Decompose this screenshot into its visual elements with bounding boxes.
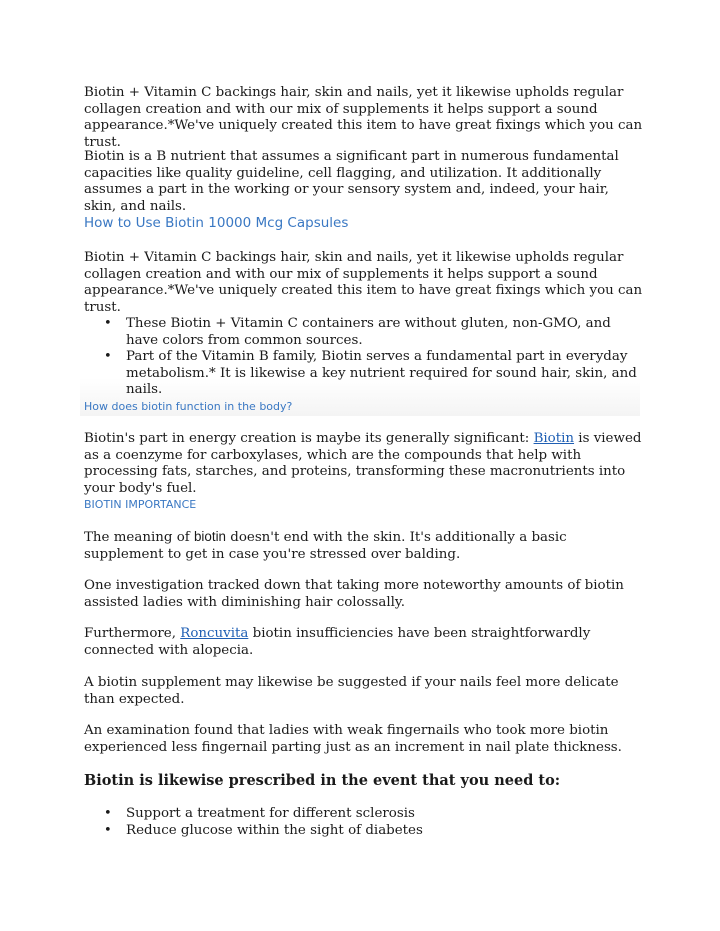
list-item-text: Support a treatment for different sclerosis <box>126 806 415 821</box>
paragraph-intro: Biotin + Vitamin C backings hair, skin and nails, yet it likewise upholds regular collagen creation and with our mix of supplements it helps support a sound appearance.*We've uniquely created this item to have great fixings which you can trust. <box>84 85 643 150</box>
roncuvita-link[interactable]: Roncuvita <box>180 626 249 641</box>
heading-biotin-function: How does biotin function in the body? <box>84 400 293 413</box>
paragraph-roncuvita <box>84 626 644 659</box>
list-item <box>84 349 644 399</box>
paragraph-backings-repeat: Biotin + Vitamin C backings hair, skin and nails, yet it likewise upholds regular collagen creation and with our mix of supplements it helps support a sound appearance.*We've uniquely created this item to have great fixings which you can trust. <box>84 250 643 315</box>
paragraph-energy-creation <box>84 431 644 497</box>
bullet-icon: • <box>104 806 112 821</box>
bullet-icon: • <box>104 349 112 364</box>
list-item-text: Part of the Vitamin B family, Biotin serves a fundamental part in everyday metabolism.* It is likewise a key nutrient required for sound hair, skin, and nails. <box>126 349 637 397</box>
bullet-list-uses <box>84 806 644 839</box>
bullet-icon: • <box>104 822 112 838</box>
bullet-icon: • <box>104 316 112 331</box>
list-item-text: These Biotin + Vitamin C containers are without gluten, non-GMO, and have colors from common sources. <box>126 316 611 348</box>
list-item <box>84 823 644 840</box>
paragraph-examination: An examination found that ladies with weak fingernails who took more biotin experienced less fingernail parting just as an increment in nail plate thickness. <box>84 723 622 755</box>
text-segment: doesn't end with the skin. It's additionally a basic supplement to get in case you're stressed over balding. <box>84 530 567 562</box>
biotin-link[interactable]: Biotin <box>533 431 575 446</box>
bullet-list-features <box>84 316 644 399</box>
text-segment: The meaning of <box>84 530 194 545</box>
heading-prescribed: Biotin is likewise prescribed in the event that you need to: <box>84 772 561 789</box>
paragraph-investigation: One investigation tracked down that taking more noteworthy amounts of biotin assisted ladies with diminishing hair colossally. <box>84 578 624 610</box>
paragraph-nails-supplement: A biotin supplement may likewise be suggested if your nails feel more delicate than expected. <box>84 675 619 707</box>
heading-how-to-use: How to Use Biotin 10000 Mcg Capsules <box>84 215 349 231</box>
text-segment: Biotin's part in energy creation is maybe its generally significant: <box>84 431 534 446</box>
paragraph-meaning-of-biotin <box>84 529 644 563</box>
text-segment: biotin insufficiencies have been straightforwardly connected with alopecia. <box>84 626 591 658</box>
heading-biotin-importance: BIOTIN IMPORTANCE <box>84 498 197 511</box>
paragraph-biotin-nutrient: Biotin is a B nutrient that assumes a significant part in numerous fundamental capacities like quality guideline, cell flagging, and utilization. It additionally assumes a part in the working or your sensory system and, indeed, your hair, skin, and nails. <box>84 149 619 214</box>
biotin-word: biotin <box>193 529 226 544</box>
list-item <box>84 806 644 823</box>
text-segment: Furthermore, <box>84 626 181 641</box>
list-item-text: Reduce glucose within the sight of diabetes <box>126 822 423 838</box>
text-segment: is viewed as a coenzyme for carboxylases, which are the compounds that help with processing fats, starches, and proteins, transforming these macronutrients into your body's fuel. <box>84 431 642 496</box>
list-item <box>84 316 644 349</box>
